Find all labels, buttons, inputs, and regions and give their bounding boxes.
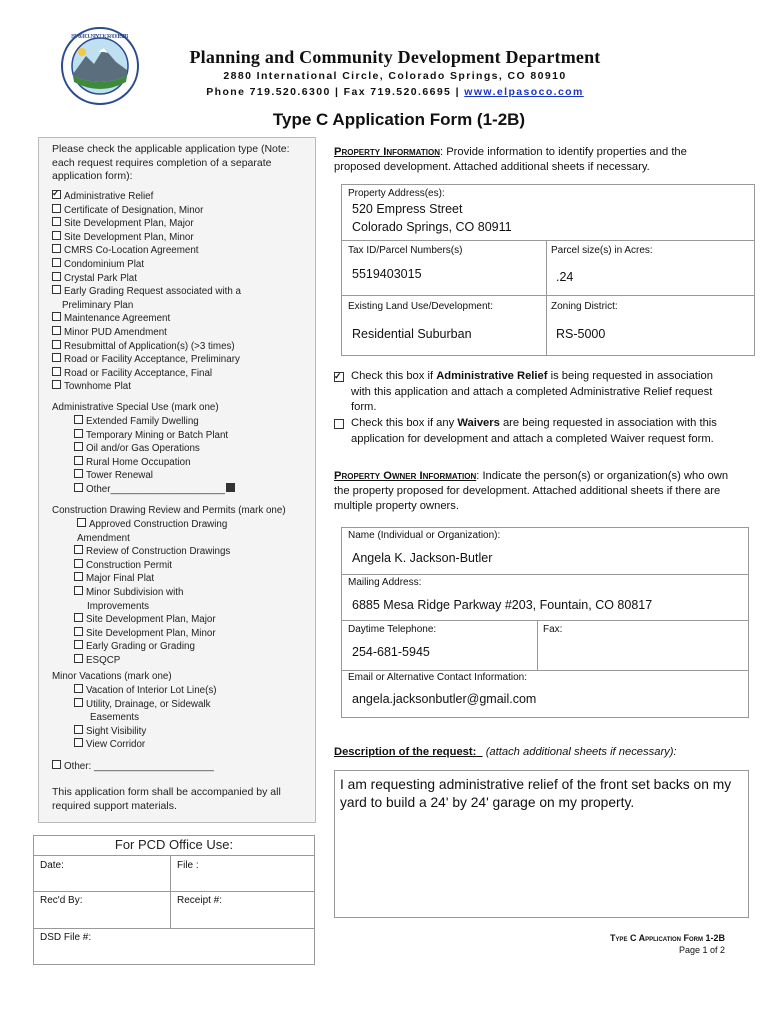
special-use-list (74, 415, 274, 497)
checkbox[interactable] (77, 518, 86, 527)
description-heading (334, 746, 677, 758)
property-info-heading: Property Information (334, 146, 440, 158)
checkbox[interactable] (74, 725, 83, 734)
checkbox[interactable] (74, 442, 83, 451)
vacation-option[interactable] (74, 698, 240, 725)
property-address-line1[interactable]: 520 Empress Street (352, 202, 463, 216)
fax-label: Fax: (543, 624, 563, 635)
type-option[interactable] (52, 340, 307, 354)
option-label: Other_____________________ (86, 483, 225, 495)
owner-name-label: Name (Individual or Organization): (348, 530, 501, 541)
option-label: Rural Home Occupation (86, 456, 191, 468)
special-use-option[interactable] (74, 483, 274, 497)
checkbox[interactable] (74, 456, 83, 465)
construction-option[interactable] (74, 627, 274, 641)
type-label: Administrative Relief (64, 191, 154, 202)
type-option[interactable] (52, 326, 307, 340)
option-label: ESQCP (86, 654, 121, 666)
checkbox[interactable] (74, 627, 83, 636)
checkbox[interactable] (74, 572, 83, 581)
divider (33, 928, 315, 929)
special-use-option[interactable] (74, 442, 274, 456)
type-option[interactable] (52, 190, 307, 204)
option-label: Sight Visibility (86, 725, 147, 737)
checkbox[interactable] (74, 469, 83, 478)
checkbox[interactable] (52, 244, 61, 253)
special-use-option[interactable] (74, 429, 274, 443)
construction-option[interactable] (74, 545, 274, 559)
property-info-intro (334, 145, 734, 175)
special-use-option[interactable] (74, 456, 274, 470)
type-option[interactable] (52, 353, 307, 367)
owner-info-intro (334, 469, 734, 514)
construction-option[interactable] (74, 654, 274, 668)
checkbox[interactable] (52, 326, 61, 335)
application-type-instructions: Please check the applicable application type (Note: each request requires completion of a separate application form): (52, 143, 290, 182)
special-use-heading: Administrative Special Use (mark one) (52, 402, 219, 413)
tax-id-value[interactable]: 5519403015 (352, 267, 422, 281)
check-text-bold: Waivers (457, 417, 500, 429)
vacations-heading: Minor Vacations (mark one) (52, 671, 172, 682)
option-label: Review of Construction Drawings (86, 546, 231, 558)
vacation-option[interactable] (74, 684, 274, 698)
type-label: Crystal Park Plat (64, 272, 137, 284)
check-text: are being requested in association with this application for development and attach a completed Waiver request form. (351, 417, 717, 445)
tax-id-label: Tax ID/Parcel Numbers(s) (348, 245, 463, 256)
construction-option[interactable] (74, 518, 247, 545)
office-date-label: Date: (40, 860, 64, 871)
land-use-label: Existing Land Use/Development: (348, 301, 494, 312)
type-label: Road or Facility Acceptance, Preliminary (64, 354, 240, 366)
check-text: is being requested in association with this application and attach a completed Administrative Relief request form. (351, 370, 713, 413)
option-label: Minor Subdivision with Improvements (86, 586, 184, 612)
checkbox[interactable] (52, 340, 61, 349)
parcel-size-label: Parcel size(s) in Acres: (551, 245, 653, 256)
option-label: Site Development Plan, Minor (86, 627, 216, 639)
special-use-option[interactable] (74, 415, 274, 429)
type-option[interactable] (52, 231, 307, 245)
type-label: Condominium Plat (64, 258, 145, 270)
type-option[interactable] (52, 217, 307, 231)
option-label: Vacation of Interior Lot Line(s) (86, 685, 217, 696)
application-type-list (52, 190, 307, 394)
type-label: Road or Facility Acceptance, Final (64, 367, 213, 379)
type-label: Maintenance Agreement (64, 313, 171, 325)
option-label: Utility, Drainage, or Sidewalk Easements (86, 698, 211, 724)
checkbox[interactable] (74, 586, 83, 595)
checkbox-checked[interactable] (52, 190, 61, 199)
office-use-title: For PCD Office Use: (114, 837, 234, 852)
daytime-phone-label: Daytime Telephone: (348, 624, 437, 635)
property-address-label: Property Address(es): (348, 188, 445, 199)
parcel-size-value[interactable]: .24 (556, 270, 574, 284)
checkbox[interactable] (52, 285, 61, 294)
checkbox[interactable] (52, 231, 61, 240)
property-info-text: : Provide information to identify properties and the proposed development. Attached additional sheets if necessary. (334, 146, 687, 173)
construction-option[interactable] (74, 586, 217, 613)
divider (33, 855, 315, 856)
checkbox[interactable] (74, 738, 83, 747)
daytime-phone-value[interactable]: 254-681-5945 (352, 645, 430, 659)
checkbox[interactable] (74, 545, 83, 554)
svg-text:EL PASO COUNTY COLORADO EST. 1: EL PASO COUNTY COLORADO EST. 1861 (71, 33, 129, 40)
mailing-address-label: Mailing Address: (348, 577, 422, 588)
form-title: Type C Application Form (1-2B) (272, 110, 526, 129)
divider (341, 240, 755, 241)
owner-name-value[interactable]: Angela K. Jackson-Butler (352, 551, 493, 565)
construction-option[interactable] (74, 613, 274, 627)
email-value[interactable]: angela.jacksonbutler@gmail.com (352, 692, 537, 706)
divider (341, 574, 749, 575)
option-label: Major Final Plat (86, 573, 155, 585)
checkbox[interactable] (52, 367, 61, 376)
phone-fax-text: Phone 719.520.6300 | Fax 719.520.6695 | (206, 86, 465, 98)
checkbox-checked[interactable] (334, 372, 344, 382)
property-address-line2[interactable]: Colorado Springs, CO 80911 (352, 220, 512, 234)
type-label: Resubmittal of Application(s) (>3 times) (64, 340, 235, 352)
owner-info-text: : Indicate the person(s) or organization(s) who own the property proposed for development. Attached additional sheets if there are multiple property owners. (334, 470, 729, 512)
option-label: Early Grading or Grading (86, 641, 195, 653)
waivers-check[interactable] (334, 416, 734, 447)
department-address: 2880 International Circle, Colorado Springs, CO 80910 (223, 70, 567, 82)
support-materials-note: This application form shall be accompanied by all required support materials. (52, 786, 281, 812)
option-label: Approved Construction Drawing Amendment (77, 519, 228, 544)
checkbox[interactable] (52, 380, 61, 389)
checkbox[interactable] (74, 483, 83, 492)
type-label: CMRS Co-Location Agreement (64, 245, 199, 257)
type-label: Minor PUD Amendment (64, 326, 167, 338)
type-label: Townhome Plat (64, 381, 131, 393)
divider (546, 240, 547, 356)
zoning-value[interactable]: RS-5000 (556, 327, 606, 341)
option-label: Site Development Plan, Major (86, 614, 216, 626)
checkbox[interactable] (74, 654, 83, 663)
check-text-bold: Administrative Relief (436, 370, 548, 382)
other-option[interactable] (52, 760, 214, 774)
option-label: Temporary Mining or Batch Plant (86, 429, 229, 441)
divider (341, 620, 749, 621)
divider (33, 891, 315, 892)
office-file-label: File : (177, 860, 199, 871)
land-use-value[interactable]: Residential Suburban (352, 327, 472, 341)
checkbox[interactable] (52, 272, 61, 281)
website-link[interactable]: www.elpasoco.com (464, 86, 584, 98)
vacation-option[interactable] (74, 725, 274, 739)
description-text[interactable]: I am requesting administrative relief of the front set backs on my yard to build a 24' by 24' garage on my property. (340, 777, 732, 810)
type-option[interactable] (52, 285, 262, 312)
type-label: Site Development Plan, Minor (64, 231, 194, 243)
divider (341, 295, 755, 296)
option-label: Oil and/or Gas Operations (86, 443, 200, 455)
vacations-list (74, 684, 274, 752)
construction-option[interactable] (74, 559, 274, 573)
construction-list (74, 518, 274, 668)
check-text: Check this box if any (351, 417, 458, 429)
type-option[interactable] (52, 204, 307, 218)
type-label: Early Grading Request associated with a Preliminary Plan (62, 286, 241, 311)
type-option[interactable] (52, 258, 307, 272)
divider (537, 620, 538, 670)
construction-option[interactable] (74, 572, 274, 586)
checkbox[interactable] (74, 559, 83, 568)
checkbox[interactable] (52, 312, 61, 321)
footer-form-name: Type C Application Form 1-2B (609, 933, 725, 943)
divider (341, 670, 749, 671)
office-dsd-file-label: DSD File #: (40, 932, 92, 943)
zoning-label: Zoning District: (551, 301, 618, 312)
checkbox[interactable] (74, 640, 83, 649)
option-label: Construction Permit (86, 559, 173, 571)
special-use-option[interactable] (74, 469, 274, 483)
checkbox[interactable] (52, 204, 61, 213)
checkbox[interactable] (74, 684, 83, 693)
construction-heading: Construction Drawing Review and Permits (mark one) (52, 505, 286, 516)
vacation-option[interactable] (74, 738, 274, 752)
option-label: Extended Family Dwelling (86, 416, 199, 427)
type-option[interactable] (52, 380, 307, 394)
construction-option[interactable] (74, 640, 274, 654)
email-label: Email or Alternative Contact Information: (348, 672, 527, 683)
office-recd-label: Rec'd By: (40, 895, 83, 906)
type-option[interactable] (52, 367, 307, 381)
description-label: Description of the request: (334, 746, 477, 758)
admin-relief-check[interactable] (334, 369, 734, 416)
description-note: (attach additional sheets if necessary): (485, 746, 677, 758)
checkbox[interactable] (52, 258, 61, 267)
footer-page-number: Page 1 of 2 (678, 945, 725, 955)
checkbox[interactable] (74, 429, 83, 438)
type-label: Site Development Plan, Major (64, 218, 194, 230)
type-option[interactable] (52, 272, 307, 286)
owner-info-heading: Property Owner Information (334, 470, 477, 482)
department-title: Planning and Community Development Department (189, 47, 601, 67)
checkbox[interactable] (334, 419, 344, 429)
checkbox[interactable] (52, 217, 61, 226)
checkbox[interactable] (74, 613, 83, 622)
checkbox[interactable] (52, 760, 61, 769)
type-label: Certificate of Designation, Minor (64, 204, 204, 216)
checkbox[interactable] (74, 415, 83, 424)
option-label: View Corridor (86, 739, 146, 751)
option-label: Tower Renewal (86, 470, 153, 482)
checkbox[interactable] (74, 698, 83, 707)
checkbox[interactable] (52, 353, 61, 362)
mailing-address-value[interactable]: 6885 Mesa Ridge Parkway #203, Fountain, CO 80817 (352, 598, 653, 612)
office-receipt-label: Receipt #: (177, 895, 223, 906)
department-contact (0, 86, 770, 98)
other-label: Other: ______________________ (64, 761, 214, 772)
check-text: Check this box if (351, 370, 437, 382)
type-option[interactable] (52, 312, 307, 326)
form-field-marker-icon (226, 483, 235, 492)
type-option[interactable] (52, 244, 307, 258)
